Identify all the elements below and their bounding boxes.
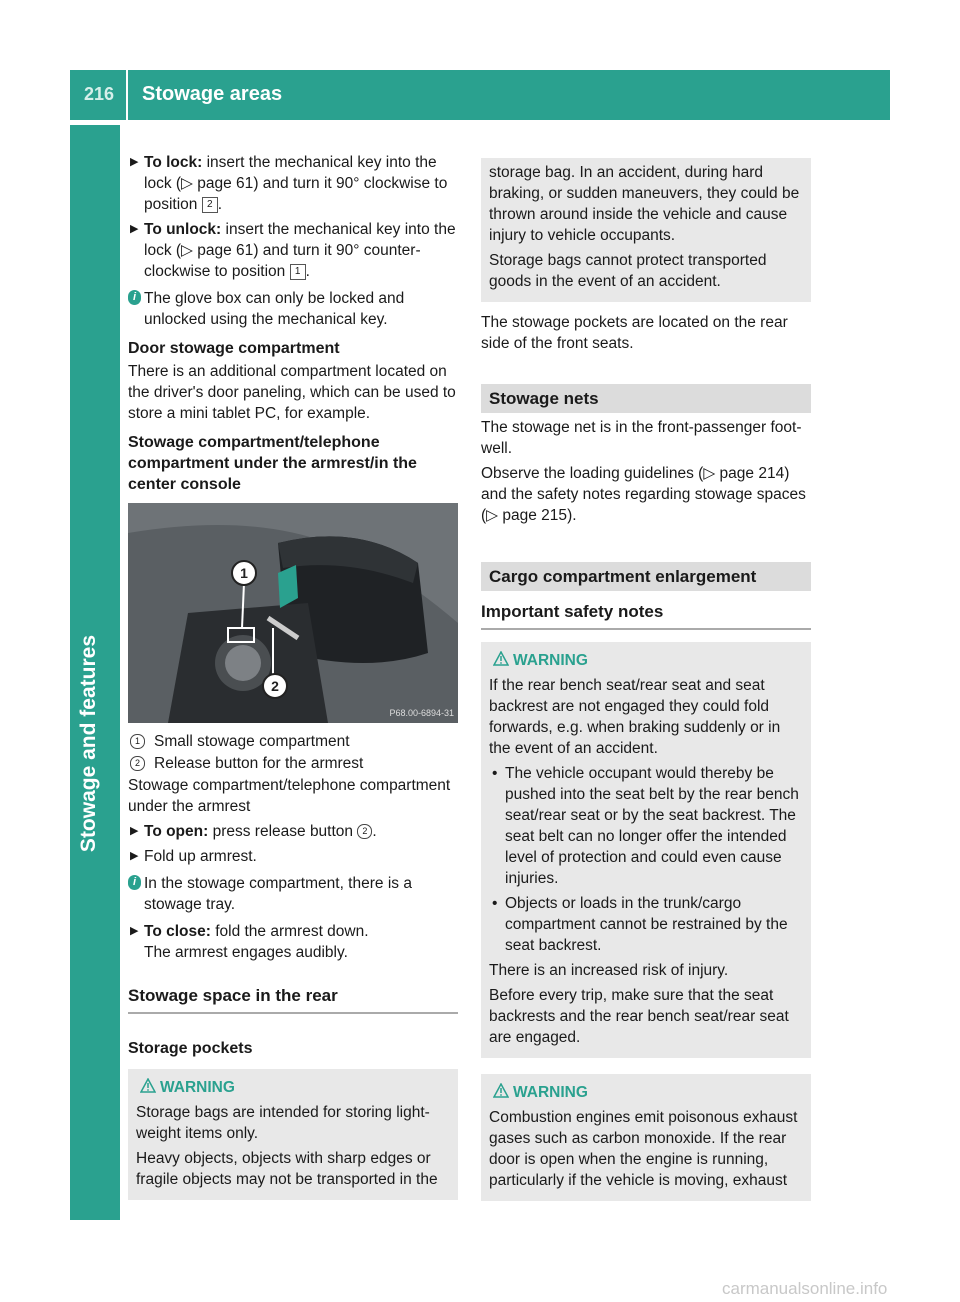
- warning-header: WARNING: [136, 1077, 450, 1098]
- page-number: 216: [84, 84, 115, 104]
- callout-2: 2: [271, 678, 279, 694]
- callout-symbol: 2: [357, 824, 372, 839]
- legend-item-2: 2 Release button for the armrest: [128, 753, 458, 774]
- door-heading: Door stowage compartment: [128, 340, 340, 357]
- armrest-photo: [128, 503, 458, 723]
- arrow-icon: ▶: [130, 223, 139, 235]
- cargo-heading: Cargo compartment enlargement: [481, 562, 811, 591]
- page-ref-link[interactable]: ▷ page 61: [181, 175, 254, 192]
- warning-icon: [493, 651, 509, 666]
- callout-symbol: 2: [130, 756, 145, 771]
- bullet-item: • Objects or loads in the trunk/cargo compartment cannot be restrained by the seat backrest.: [492, 895, 788, 954]
- bullet-icon: •: [492, 765, 498, 782]
- page-ref-link[interactable]: ▷ page 215: [486, 507, 568, 524]
- bullet-icon: •: [492, 895, 498, 912]
- warning-icon: [493, 1083, 509, 1098]
- callout-symbol: 1: [130, 734, 145, 749]
- warning-box: WARNING If the rear bench seat/rear seat and seat backrest are not engaged they could fold forwards, e.g. when braking suddenly or in the event of an accident. • The vehicle occupant would thereby be pushed into the seat belt by the rear bench seat/rear seat or by the seat backrest. The seat belt can no longer offer the intended level of protection and could even cause injuries. • Objects or loads in the trunk/cargo compartment cannot be restrained by the seat backrest. There is an increased risk of injury. Before every trip, make sure that the seat backrests and the rear bench seat/rear seat are engaged.: [481, 642, 811, 1058]
- info-icon: i: [128, 875, 141, 890]
- info-note: i The glove box can only be locked and unlocked using the mechanical key.: [128, 288, 458, 330]
- close-step: ▶ To close: fold the armrest down. The armrest engages audibly.: [130, 923, 369, 961]
- arrow-icon: ▶: [130, 925, 139, 937]
- section-title: Stowage areas: [142, 83, 283, 105]
- armrest-heading: Stowage compartment/telephone compartment under the armrest/in the center console: [128, 434, 417, 493]
- chapter-label: Stowage and features: [77, 635, 100, 853]
- warning-box: WARNING Combustion engines emit poisonous exhaust gases such as carbon monoxide. If the rear door is open when the engine is running, particularly if the vehicle is moving, exhaust: [481, 1074, 811, 1201]
- open-step: ▶ To open: press release button 2 .: [130, 823, 377, 840]
- legend-item-1: 1 Small stowage compartment: [128, 731, 458, 752]
- arrow-icon: ▶: [130, 850, 139, 862]
- nets-observe: Observe the loading guidelines (▷ page 214) and the safety notes regarding stowage spaces (▷ page 215).: [481, 465, 806, 524]
- right-column: [481, 158, 811, 1201]
- page-ref-link[interactable]: ▷ page 214: [703, 465, 785, 482]
- rear-heading: Stowage space in the rear: [128, 985, 458, 1014]
- lock-label: To lock:: [144, 154, 203, 171]
- page-header: [70, 70, 890, 120]
- unlock-label: To unlock:: [144, 221, 222, 238]
- nets-text: The stowage net is in the front-passenger foot-well.: [481, 419, 802, 457]
- armrest-illustration: [128, 503, 458, 723]
- lock-step: ▶ To lock: insert the mechanical key into the lock (▷ page 61) and turn it 90° clockwise to position 2 .: [130, 154, 448, 213]
- chapter-tab: [70, 125, 120, 1220]
- pockets-heading: Storage pockets: [128, 1040, 253, 1057]
- bullet-item: • The vehicle occupant would thereby be pushed into the seat belt by the rear bench seat/rear seat or by the seat backrest. The seat belt can no longer offer the intended level of protection and could even cause injuries.: [492, 765, 799, 887]
- warning-header: WARNING: [489, 650, 803, 671]
- arrow-icon: ▶: [130, 156, 139, 168]
- page-ref-link[interactable]: ▷ page 61: [181, 242, 254, 259]
- position-2-symbol: 2: [202, 197, 218, 213]
- header-divider: [126, 70, 128, 120]
- warning-box-continued: storage bag. In an accident, during hard braking, or sudden maneuvers, they could be thrown around inside the vehicle and cause injury to vehicle occupants. Storage bags cannot protect transported goods in the event of an accident.: [481, 158, 811, 302]
- info-icon: i: [128, 290, 141, 305]
- unlock-step: ▶ To unlock: insert the mechanical key into the lock (▷ page 61) and turn it 90° counter-clockwise to position 1 .: [130, 221, 456, 280]
- photo-code: P68.00-6894-31: [389, 708, 454, 718]
- callout-1: 1: [240, 565, 248, 581]
- door-text: There is an additional compartment located on the driver's door paneling, which can be used to store a mini tablet PC, for example.: [128, 363, 456, 422]
- warning-icon: [140, 1078, 156, 1093]
- arrow-icon: ▶: [130, 825, 139, 837]
- watermark: carmanualsonline.info: [722, 1279, 888, 1298]
- left-column: [128, 152, 458, 1200]
- position-1-symbol: 1: [290, 264, 306, 280]
- safety-heading: Important safety notes: [481, 601, 811, 630]
- fold-step: ▶ Fold up armrest.: [130, 848, 257, 865]
- info-note: i In the stowage compartment, there is a stowage tray.: [128, 873, 458, 915]
- nets-heading: Stowage nets: [481, 384, 811, 413]
- armrest-text: Stowage compartment/telephone compartment under the armrest: [128, 777, 451, 815]
- warning-header: WARNING: [489, 1082, 803, 1103]
- warning-box: WARNING Storage bags are intended for storing light-weight items only. Heavy objects, objects with sharp edges or fragile objects may not be transported in the: [128, 1069, 458, 1200]
- pockets-text: The stowage pockets are located on the rear side of the front seats.: [481, 314, 788, 352]
